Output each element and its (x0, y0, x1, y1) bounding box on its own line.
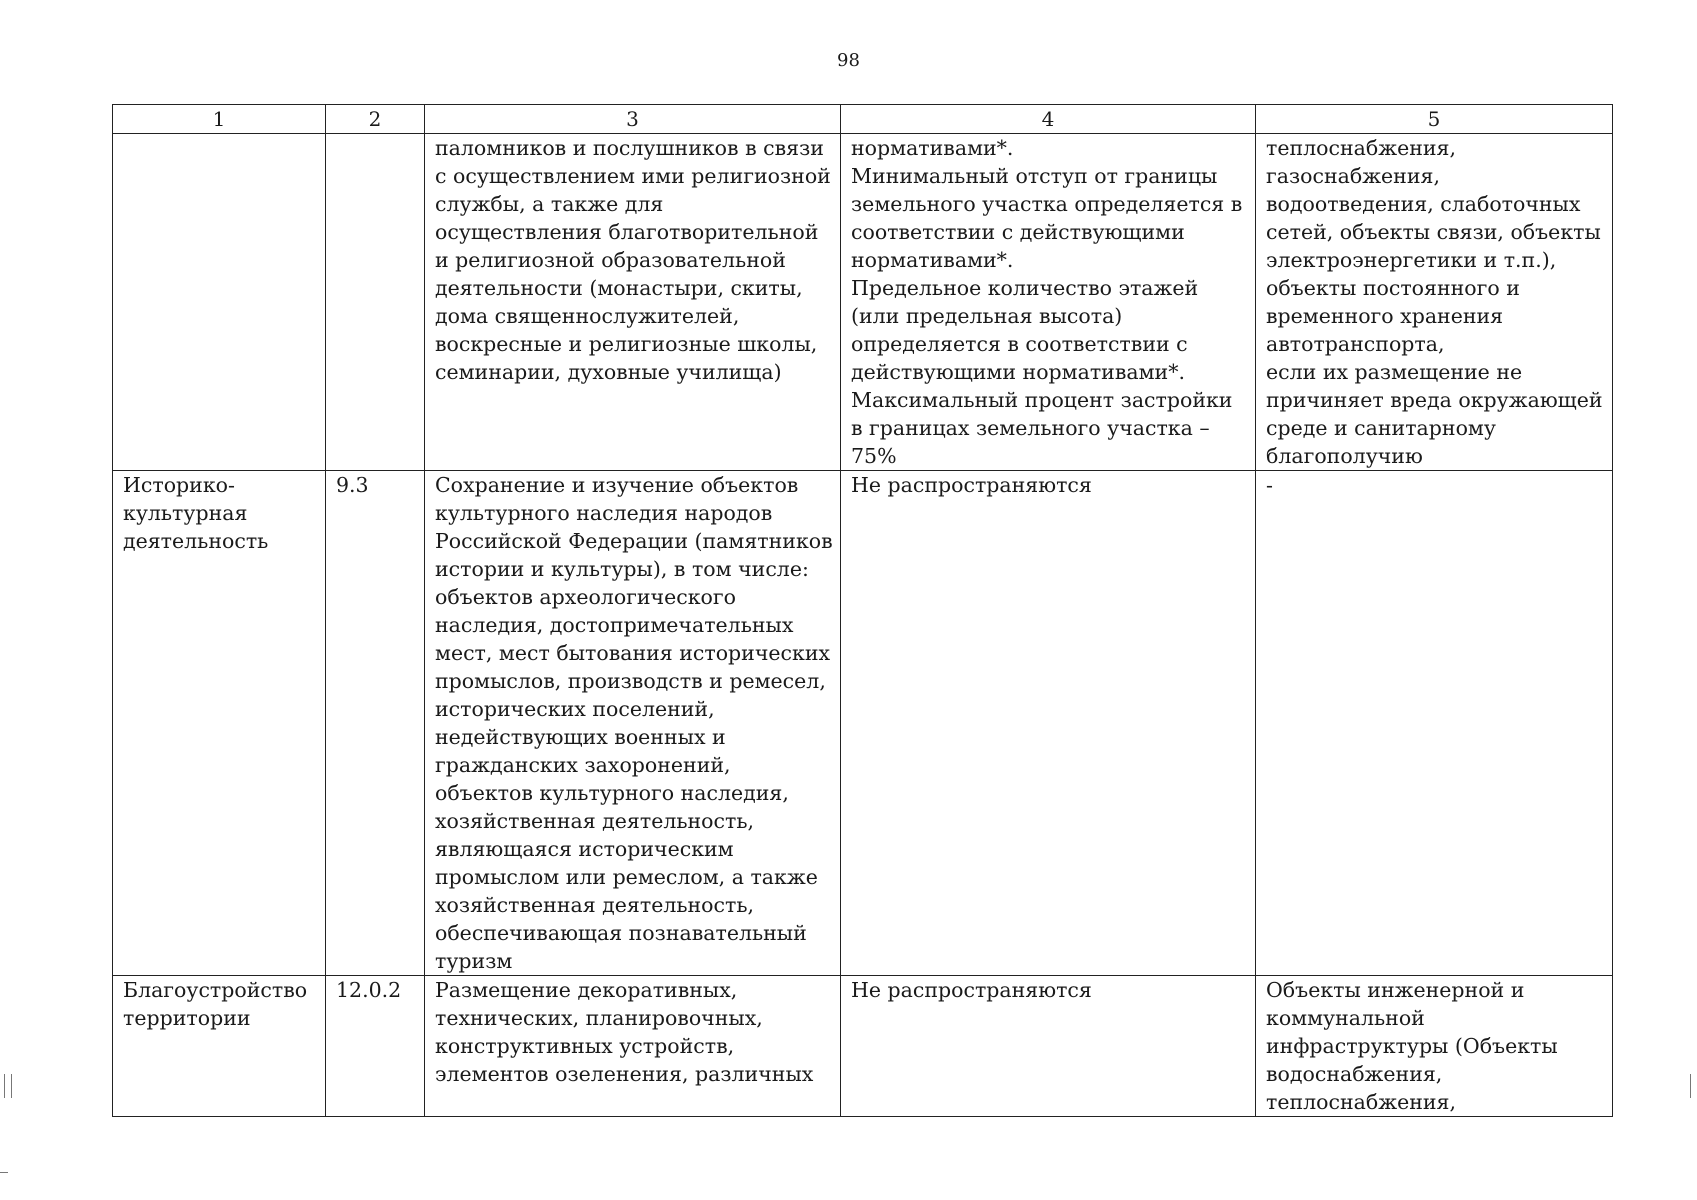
use-code-cell (326, 134, 425, 471)
auxiliary-uses-cell: Объекты инженерной и коммунальной инфраструктуры (Объекты водоснабжения, теплоснабжения, (1256, 976, 1613, 1117)
header-cell-4: 4 (841, 105, 1256, 134)
table-row (113, 134, 1613, 471)
use-name-cell: Историко-культурная деятельность (113, 471, 326, 976)
binding-edge-mark (1690, 1074, 1697, 1098)
use-name-cell (113, 134, 326, 471)
binding-edge-mark (4, 1074, 12, 1098)
header-cell-2: 2 (326, 105, 425, 134)
parameters-cell: нормативами*. Минимальный отступ от границы земельного участка определяется в соответствии с действующими нормативами*. Предельное количество этажей (или предельная высота) определяется в соответствии с действующими нормативами*. Максимальный процент застройки в границах земельного участка – 75% (841, 134, 1256, 471)
use-description-cell: паломников и послушников в связи с осуществлением ими религиозной службы, а также для осуществления благотворительной и религиозной образовательной деятельности (монастыри, скиты, дома священнослужителей, воскресные и религиозные школы, семинарии, духовные училища) (425, 134, 841, 471)
table-row (113, 471, 1613, 976)
parameters-cell: Не распространяются (841, 976, 1256, 1117)
auxiliary-uses-cell: - (1256, 471, 1613, 976)
table-row (113, 976, 1613, 1117)
parameters-cell: Не распространяются (841, 471, 1256, 976)
header-cell-1: 1 (113, 105, 326, 134)
auxiliary-uses-cell: теплоснабжения, газоснабжения, водоотведения, слаботочных сетей, объекты связи, объекты электроэнергетики и т.п.), объекты постоянного и временного хранения автотранспорта, если их размещение не причиняет вреда окружающей среде и санитарному благополучию (1256, 134, 1613, 471)
header-row (113, 105, 1613, 134)
header-cell-3: 3 (425, 105, 841, 134)
use-code-cell: 9.3 (326, 471, 425, 976)
page-number: 98 (837, 50, 860, 71)
zoning-table (112, 104, 1613, 1117)
use-description-cell: Размещение декоративных, технических, планировочных, конструктивных устройств, элементов озеленения, различных (425, 976, 841, 1117)
scan-edge-tick (0, 1172, 8, 1173)
use-description-cell: Сохранение и изучение объектов культурного наследия народов Российской Федерации (памятников истории и культуры), в том числе: объектов археологического наследия, достопримечательных мест, мест бытования исторических промыслов, производств и ремесел, исторических поселений, недействующих военных и гражданских захоронений, объектов культурного наследия, хозяйственная деятельность, являющаяся историческим промыслом или ремеслом, а также хозяйственная деятельность, обеспечивающая познавательный туризм (425, 471, 841, 976)
use-name-cell: Благоустройство территории (113, 976, 326, 1117)
use-code-cell: 12.0.2 (326, 976, 425, 1117)
header-cell-5: 5 (1256, 105, 1613, 134)
